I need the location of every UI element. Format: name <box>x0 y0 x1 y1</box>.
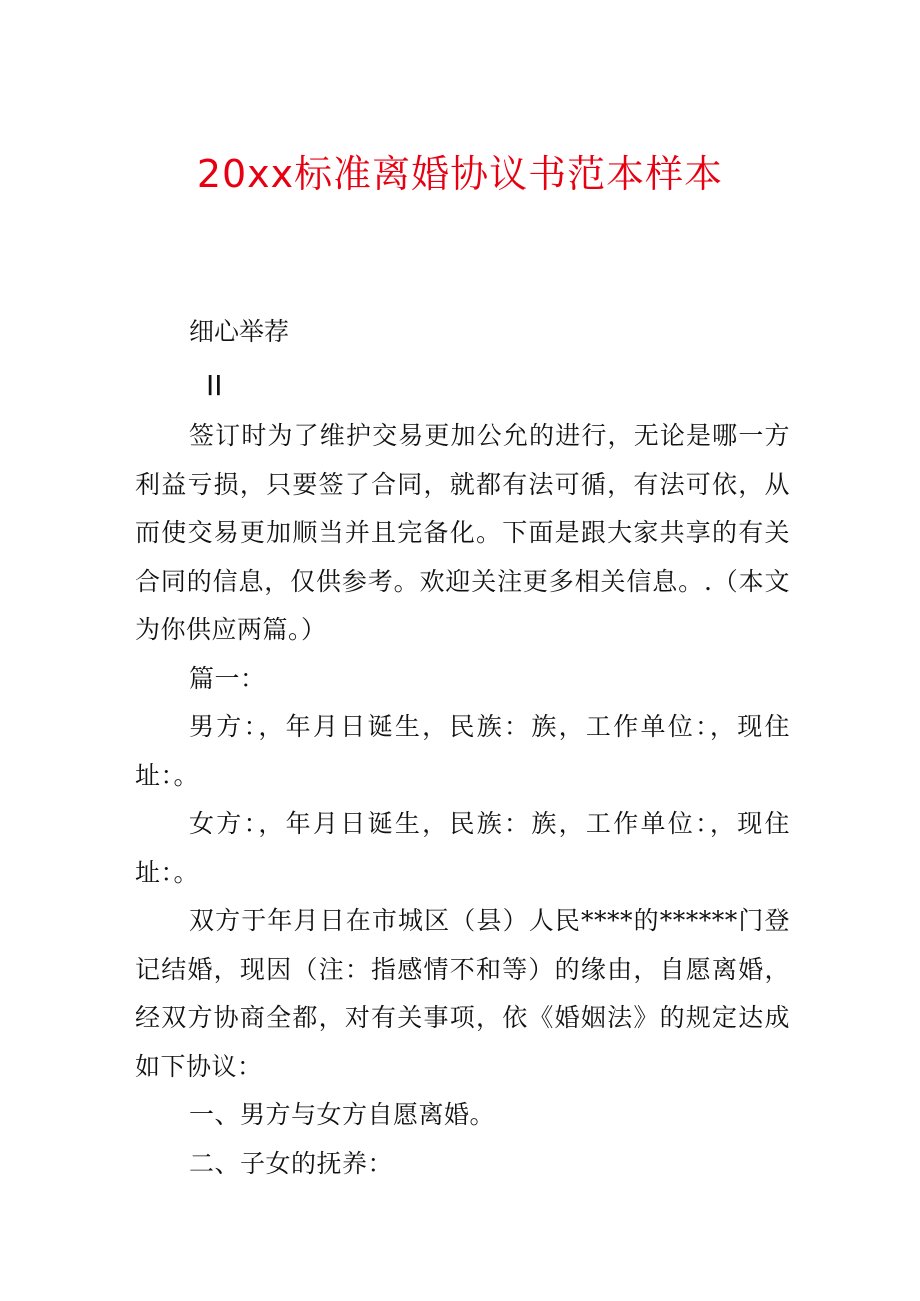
paragraph-part-one-heading: 篇一： <box>189 663 266 693</box>
document-body <box>135 412 790 1188</box>
section-marker: II <box>206 369 223 402</box>
document-title: 20xx标准离婚协议书范本样本 <box>196 152 724 196</box>
paragraph-intro: 签订时为了维护交易更加公允的进行，无论是哪一方利益亏损，只要签了合同，就都有法可循，有法可依，从而使交易更加顺当并且完备化。下面是跟大家共享的有关合同的信息，仅供参考。欢迎关注更多相关信息。.（本文为你供应两篇。） <box>135 421 790 644</box>
paragraph-clause-two: 二、子女的抚养： <box>189 1148 394 1178</box>
recommend-label: 细心举荐 <box>189 317 290 346</box>
paragraph-male-party: 男方：，年月日诞生，民族：族，工作单位：，现住址：。 <box>135 712 790 790</box>
paragraph-marriage-statement: 双方于年月日在市城区（县）人民****的******门登记结婚，现因（注：指感情不和等）的缘由，自愿离婚，经双方协商全都，对有关事项，依《婚姻法》的规定达成如下协议： <box>135 906 790 1081</box>
paragraph-clause-one: 一、男方与女方自愿离婚。 <box>189 1100 496 1129</box>
paragraph-female-party: 女方：，年月日诞生，民族：族，工作单位：，现住址：。 <box>135 809 790 887</box>
